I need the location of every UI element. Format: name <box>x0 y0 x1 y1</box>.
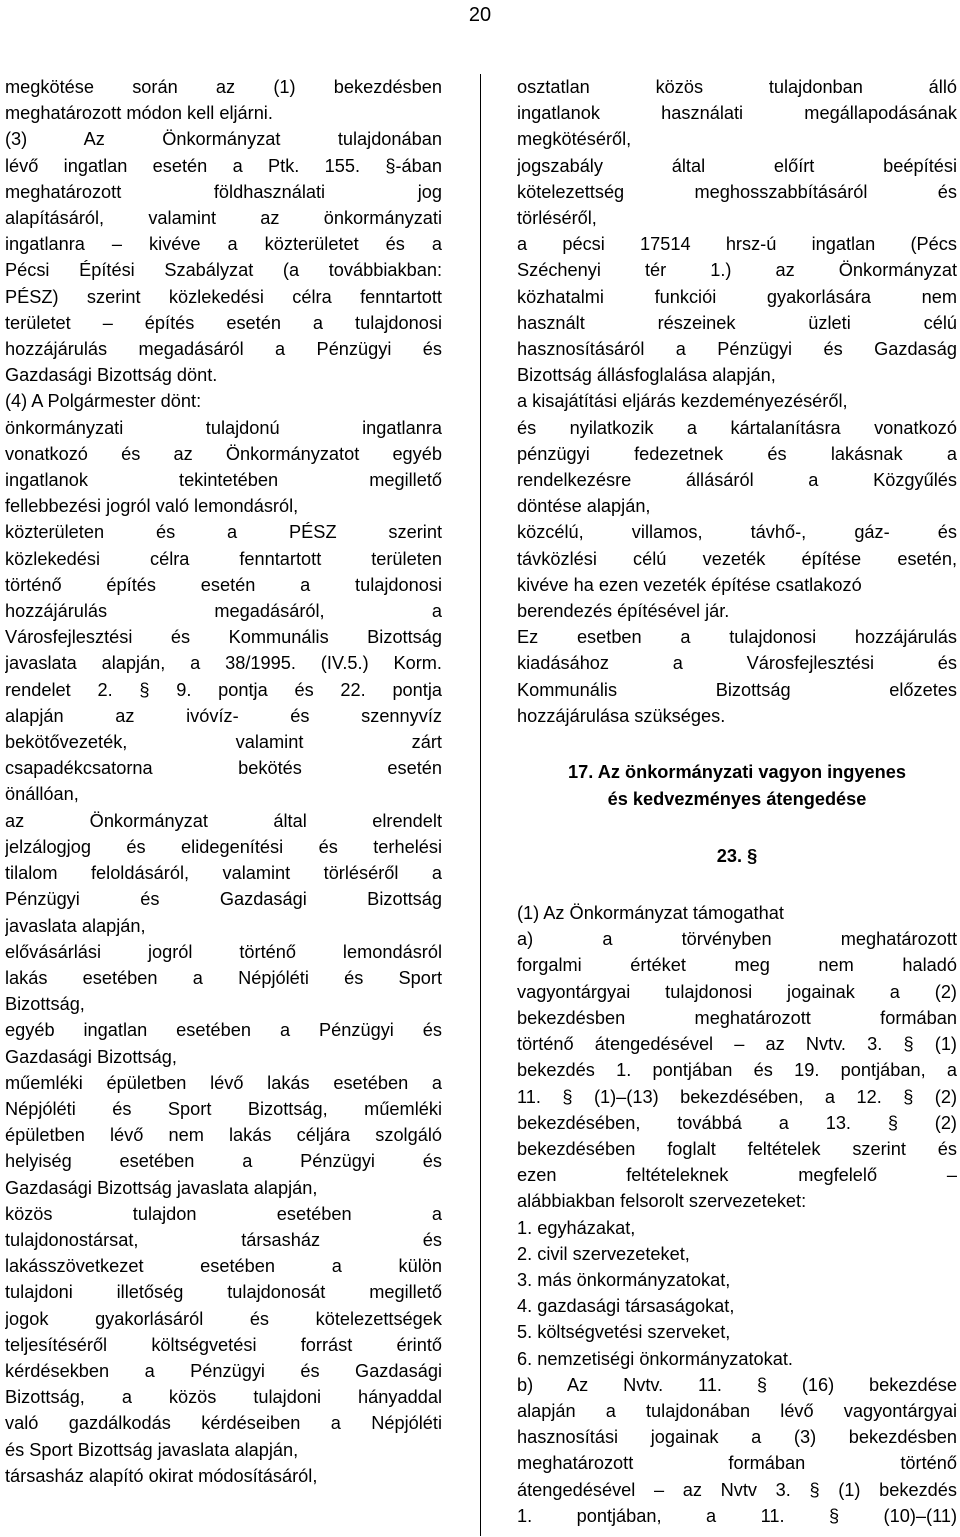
text-line: műemléki épületben lévő lakás esetében a <box>5 1072 442 1093</box>
text-line: bekezdés 1. pontjában és 19. pontjában, a <box>517 1060 957 1081</box>
text-line: területet – építés esetén a tulajdonosi <box>5 312 442 333</box>
text-line: javaslata alapján, <box>5 915 146 936</box>
text-line: önkormányzati tulajdonú ingatlanra <box>5 417 442 438</box>
text-line: távközlési célú vezeték építése esetén, <box>517 548 957 569</box>
text-line: pénzügyi fedezetnek és lakásnak a <box>517 443 957 464</box>
text-line: közlekedési célra fenntartott területen <box>5 548 442 569</box>
column-divider <box>480 74 481 1536</box>
text-line: PÉSZ) szerint közlekedési célra fenntartott <box>5 286 442 307</box>
text-line: 5. költségvetési szerveket, <box>517 1322 731 1343</box>
text-line: Népjóléti és Sport Bizottság, műemléki <box>5 1098 442 1119</box>
text-line: jogok gyakorlásáról és kötelezettségek <box>5 1308 442 1329</box>
text-line: lévő ingatlan esetén a Ptk. 155. §-ában <box>5 155 442 176</box>
text-line: való gazdálkodás kérdéseiben a Népjóléti <box>5 1413 442 1434</box>
text-line: tilalom feloldásáról, valamint törléséről a <box>5 863 442 884</box>
text-line: törléséről, <box>517 208 597 229</box>
text-line: alapításáról, valamint az önkormányzati <box>5 208 442 229</box>
text-line: tulajdonostársat, társasház és <box>5 1229 442 1250</box>
text-line: rendelet 2. § 9. pontja és 22. pontja <box>5 679 442 700</box>
text-line: (1) Az Önkormányzat támogathat <box>517 903 784 924</box>
text-line: 2. civil szervezeteket, <box>517 1243 690 1264</box>
text-line: Bizottság állásfoglalása alapján, <box>517 365 776 386</box>
text-line: önállóan, <box>5 784 79 805</box>
text-line: és Sport Bizottság javaslata alapján, <box>5 1439 299 1460</box>
text-line: csapadékcsatorna bekötés esetén <box>5 758 442 779</box>
text-line: jelzálogjog és elidegenítési és terhelési <box>5 836 442 857</box>
text-line: Bizottság, <box>5 994 85 1015</box>
text-line: meghatározott módon kell eljárni. <box>5 103 273 124</box>
text-line: közcélú, villamos, távhő-, gáz- és <box>517 522 957 543</box>
text-line: a kisajátítási eljárás kezdeményezéséről, <box>517 391 848 412</box>
text-line: javaslata alapján, a 38/1995. (IV.5.) Korm. <box>5 653 442 674</box>
text-line: kötelezettség meghosszabbításáról és <box>517 181 957 202</box>
text-line: megkötése során az (1) bekezdésben <box>5 77 442 97</box>
text-line: Városfejlesztési és Kommunális Bizottság <box>5 627 442 648</box>
text-line: döntése alapján, <box>517 496 651 517</box>
page-number: 20 <box>468 4 492 26</box>
right-column-top <box>517 74 957 729</box>
text-line: elővásárlási jogról történő lemondásról <box>5 941 442 962</box>
text-line: vonatkozó és az Önkormányzatot egyéb <box>5 443 442 464</box>
text-line: épületben lévő nem lakás céljára szolgáló <box>5 1125 442 1146</box>
text-line: fellebbezési jogról való lemondásról, <box>5 496 299 517</box>
text-line: hasznosításáról a Pénzügyi és Gazdaság <box>517 339 957 360</box>
text-line: a) a törvényben meghatározott <box>517 929 957 950</box>
text-line: átengedésével – az Nvtv 3. § (1) bekezdés <box>517 1479 957 1500</box>
text-line: ingatlanok tekintetében megillető <box>5 470 442 491</box>
text-line: 11. § (1)–(13) bekezdésében, a 12. § (2) <box>517 1086 957 1107</box>
text-line: (3) Az Önkormányzat tulajdonában <box>5 129 442 150</box>
text-line: Gazdasági Bizottság dönt. <box>5 365 218 386</box>
text-line: közös tulajdon esetében a <box>5 1203 442 1224</box>
text-line: osztatlan közös tulajdonban álló <box>517 77 957 97</box>
text-line: (4) A Polgármester dönt: <box>5 391 202 412</box>
text-line: b) Az Nvtv. 11. § (16) bekezdése <box>517 1374 957 1395</box>
text-line: hozzájárulás megadásáról, a <box>5 601 442 622</box>
text-line: 3. más önkormányzatokat, <box>517 1269 731 1290</box>
text-line: Kommunális Bizottság előzetes <box>517 679 957 700</box>
text-line: vagyontárgyai tulajdonosi jogainak a (2) <box>517 981 957 1002</box>
section-heading-line: 17. Az önkormányzati vagyon ingyenes <box>568 762 906 783</box>
text-line: kiadásához a Városfejlesztési és <box>517 653 957 674</box>
text-line: és nyilatkozik a kártalanításra vonatkozó <box>517 417 957 438</box>
text-line: kérdésekben a Pénzügyi és Gazdasági <box>5 1360 442 1381</box>
text-line: alapján a tulajdonában lévő vagyontárgyai <box>517 1400 957 1421</box>
text-line: Bizottság, a közös tulajdoni hányaddal <box>5 1387 442 1408</box>
text-line: bekezdésében foglalt feltételek szerint és <box>517 1138 957 1159</box>
text-line: berendezés építésével jár. <box>517 601 730 622</box>
text-line: Gazdasági Bizottság, <box>5 1046 177 1067</box>
text-line: alábbiakban felsorolt szervezeteket: <box>517 1191 807 1212</box>
text-line: társasház alapító okirat módosításáról, <box>5 1465 318 1486</box>
text-line: használt részeinek üzleti célú <box>517 312 957 333</box>
text-line: helyiség esetében a Pénzügyi és <box>5 1151 442 1172</box>
left-column <box>5 74 442 1489</box>
text-line: forgalmi értéket meg nem haladó <box>517 955 957 976</box>
text-line: Pénzügyi és Gazdasági Bizottság <box>5 889 442 910</box>
text-line: egyéb ingatlan esetében a Pénzügyi és <box>5 1020 442 1041</box>
text-line: lakás esetében a Népjóléti és Sport <box>5 967 442 988</box>
text-line: ingatlanok használati megállapodásának <box>517 103 957 124</box>
text-line: bekezdésben meghatározott formában <box>517 1007 957 1028</box>
text-line: közhatalmi funkciói gyakorlására nem <box>517 286 957 307</box>
text-line: a pécsi 17514 hrsz-ú ingatlan (Pécs <box>517 234 957 255</box>
text-line: hasznosítási jogainak a (3) bekezdésben <box>517 1427 957 1448</box>
section-heading-line: és kedvezményes átengedése <box>607 789 867 810</box>
text-line: bekezdésében, továbbá a 13. § (2) <box>517 1112 957 1133</box>
text-line: meghatározott földhasználati jog <box>5 181 442 202</box>
text-line: bekötővezeték, valamint zárt <box>5 732 442 753</box>
text-line: ezen feltételeknek megfelelő – <box>517 1165 957 1186</box>
section-heading <box>517 759 957 813</box>
text-line: rendelkezésre állásáról a Közgyűlés <box>517 470 957 491</box>
right-column <box>517 74 957 1529</box>
text-line: hozzájárulása szükséges. <box>517 705 726 726</box>
text-line: ingatlanra – kivéve a közterületet és a <box>5 234 442 255</box>
text-line: 4. gazdasági társaságokat, <box>517 1296 735 1317</box>
text-line: megkötéséről, <box>517 129 632 150</box>
text-line: közterületen és a PÉSZ szerint <box>5 522 442 543</box>
text-line: kivéve ha ezen vezeték építése csatlakozó <box>517 574 862 595</box>
right-column-bottom <box>517 900 957 1529</box>
text-line: Ez esetben a tulajdonosi hozzájárulás <box>517 627 957 648</box>
text-line: történő építés esetén a tulajdonosi <box>5 574 442 595</box>
text-line: történő átengedésével – az Nvtv. 3. § (1) <box>517 1034 957 1055</box>
text-line: lakásszövetkezet esetében a külön <box>5 1256 442 1277</box>
text-line: alapján az ivóvíz- és szennyvíz <box>5 705 442 726</box>
text-line: tulajdoni illetőség tulajdonosát megillető <box>5 1282 442 1303</box>
text-line: Gazdasági Bizottság javaslata alapján, <box>5 1177 318 1198</box>
text-line: 1. pontjában, a 11. § (10)–(11) <box>517 1505 957 1526</box>
text-line: 1. egyházakat, <box>517 1217 636 1238</box>
paragraph-heading: 23. § <box>716 846 758 867</box>
text-line: hozzájárulás megadásáról a Pénzügyi és <box>5 339 442 360</box>
text-line: Széchenyi tér 1.) az Önkormányzat <box>517 260 957 281</box>
text-line: Pécsi Építési Szabályzat (a továbbiakban: <box>5 260 442 281</box>
text-line: jogszabály által előírt beépítési <box>517 155 957 176</box>
text-line: az Önkormányzat által elrendelt <box>5 810 442 831</box>
text-line: 6. nemzetiségi önkormányzatokat. <box>517 1348 793 1369</box>
text-line: meghatározott formában történő <box>517 1453 957 1474</box>
text-line: teljesítéséről költségvetési forrást érintő <box>5 1334 442 1355</box>
